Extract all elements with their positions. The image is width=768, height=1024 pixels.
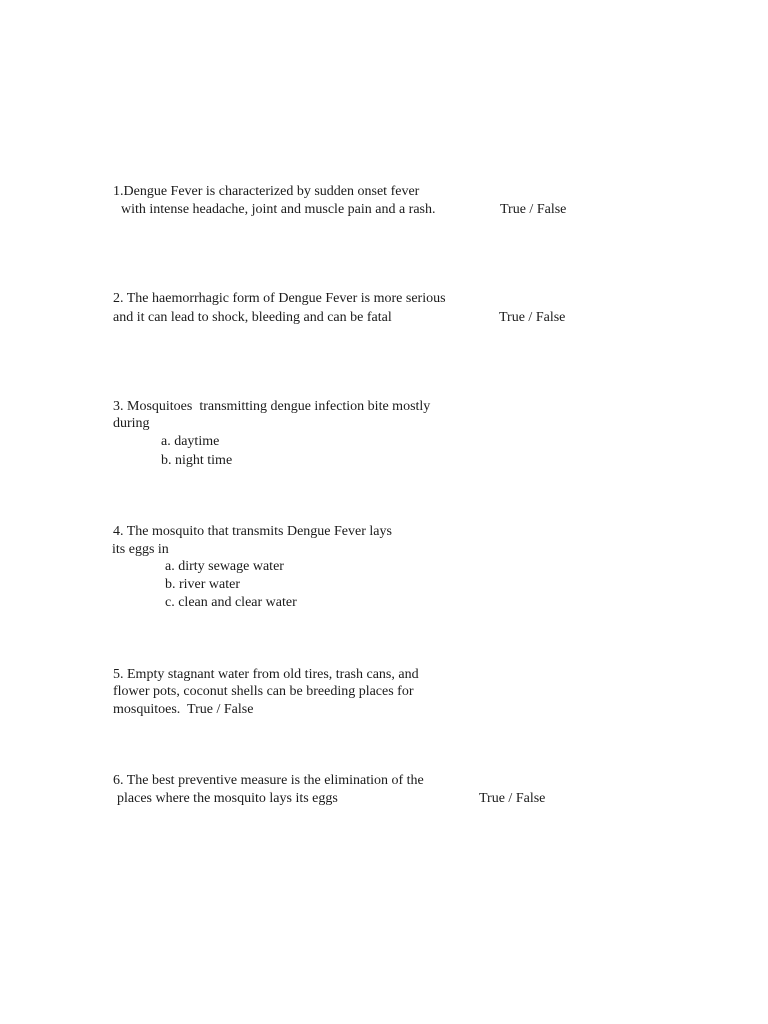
question-3-line-2: during <box>113 416 150 431</box>
question-6-line-2: places where the mosquito lays its eggs <box>117 791 338 806</box>
question-4-line-1: 4. The mosquito that transmits Dengue Fever lays <box>113 524 392 539</box>
question-4-option-c: c. clean and clear water <box>165 595 297 610</box>
question-1-line-2: with intense headache, joint and muscle pain and a rash. <box>121 202 436 217</box>
question-3-line-1: 3. Mosquitoes transmitting dengue infection bite mostly <box>113 399 431 414</box>
question-6-line-1: 6. The best preventive measure is the elimination of the <box>113 773 424 788</box>
question-4-option-a: a. dirty sewage water <box>165 559 284 574</box>
question-4-line-2: its eggs in <box>112 542 169 557</box>
question-1-line-1: 1.Dengue Fever is characterized by sudden onset fever <box>113 184 420 199</box>
question-4-option-b: b. river water <box>165 577 241 592</box>
question-3-option-a: a. daytime <box>161 434 220 449</box>
question-1-answer: True / False <box>500 202 567 217</box>
question-2-line-1: 2. The haemorrhagic form of Dengue Fever is more serious <box>113 291 446 306</box>
question-2-answer: True / False <box>499 310 566 325</box>
question-6-answer: True / False <box>479 791 546 806</box>
question-3-option-b: b. night time <box>161 453 233 468</box>
question-5-line-2: flower pots, coconut shells can be breeding places for <box>113 684 414 699</box>
question-2-line-2: and it can lead to shock, bleeding and can be fatal <box>113 310 392 325</box>
question-5-line-1: 5. Empty stagnant water from old tires, trash cans, and <box>113 667 419 682</box>
question-5-line-3: mosquitoes. True / False <box>113 702 254 717</box>
